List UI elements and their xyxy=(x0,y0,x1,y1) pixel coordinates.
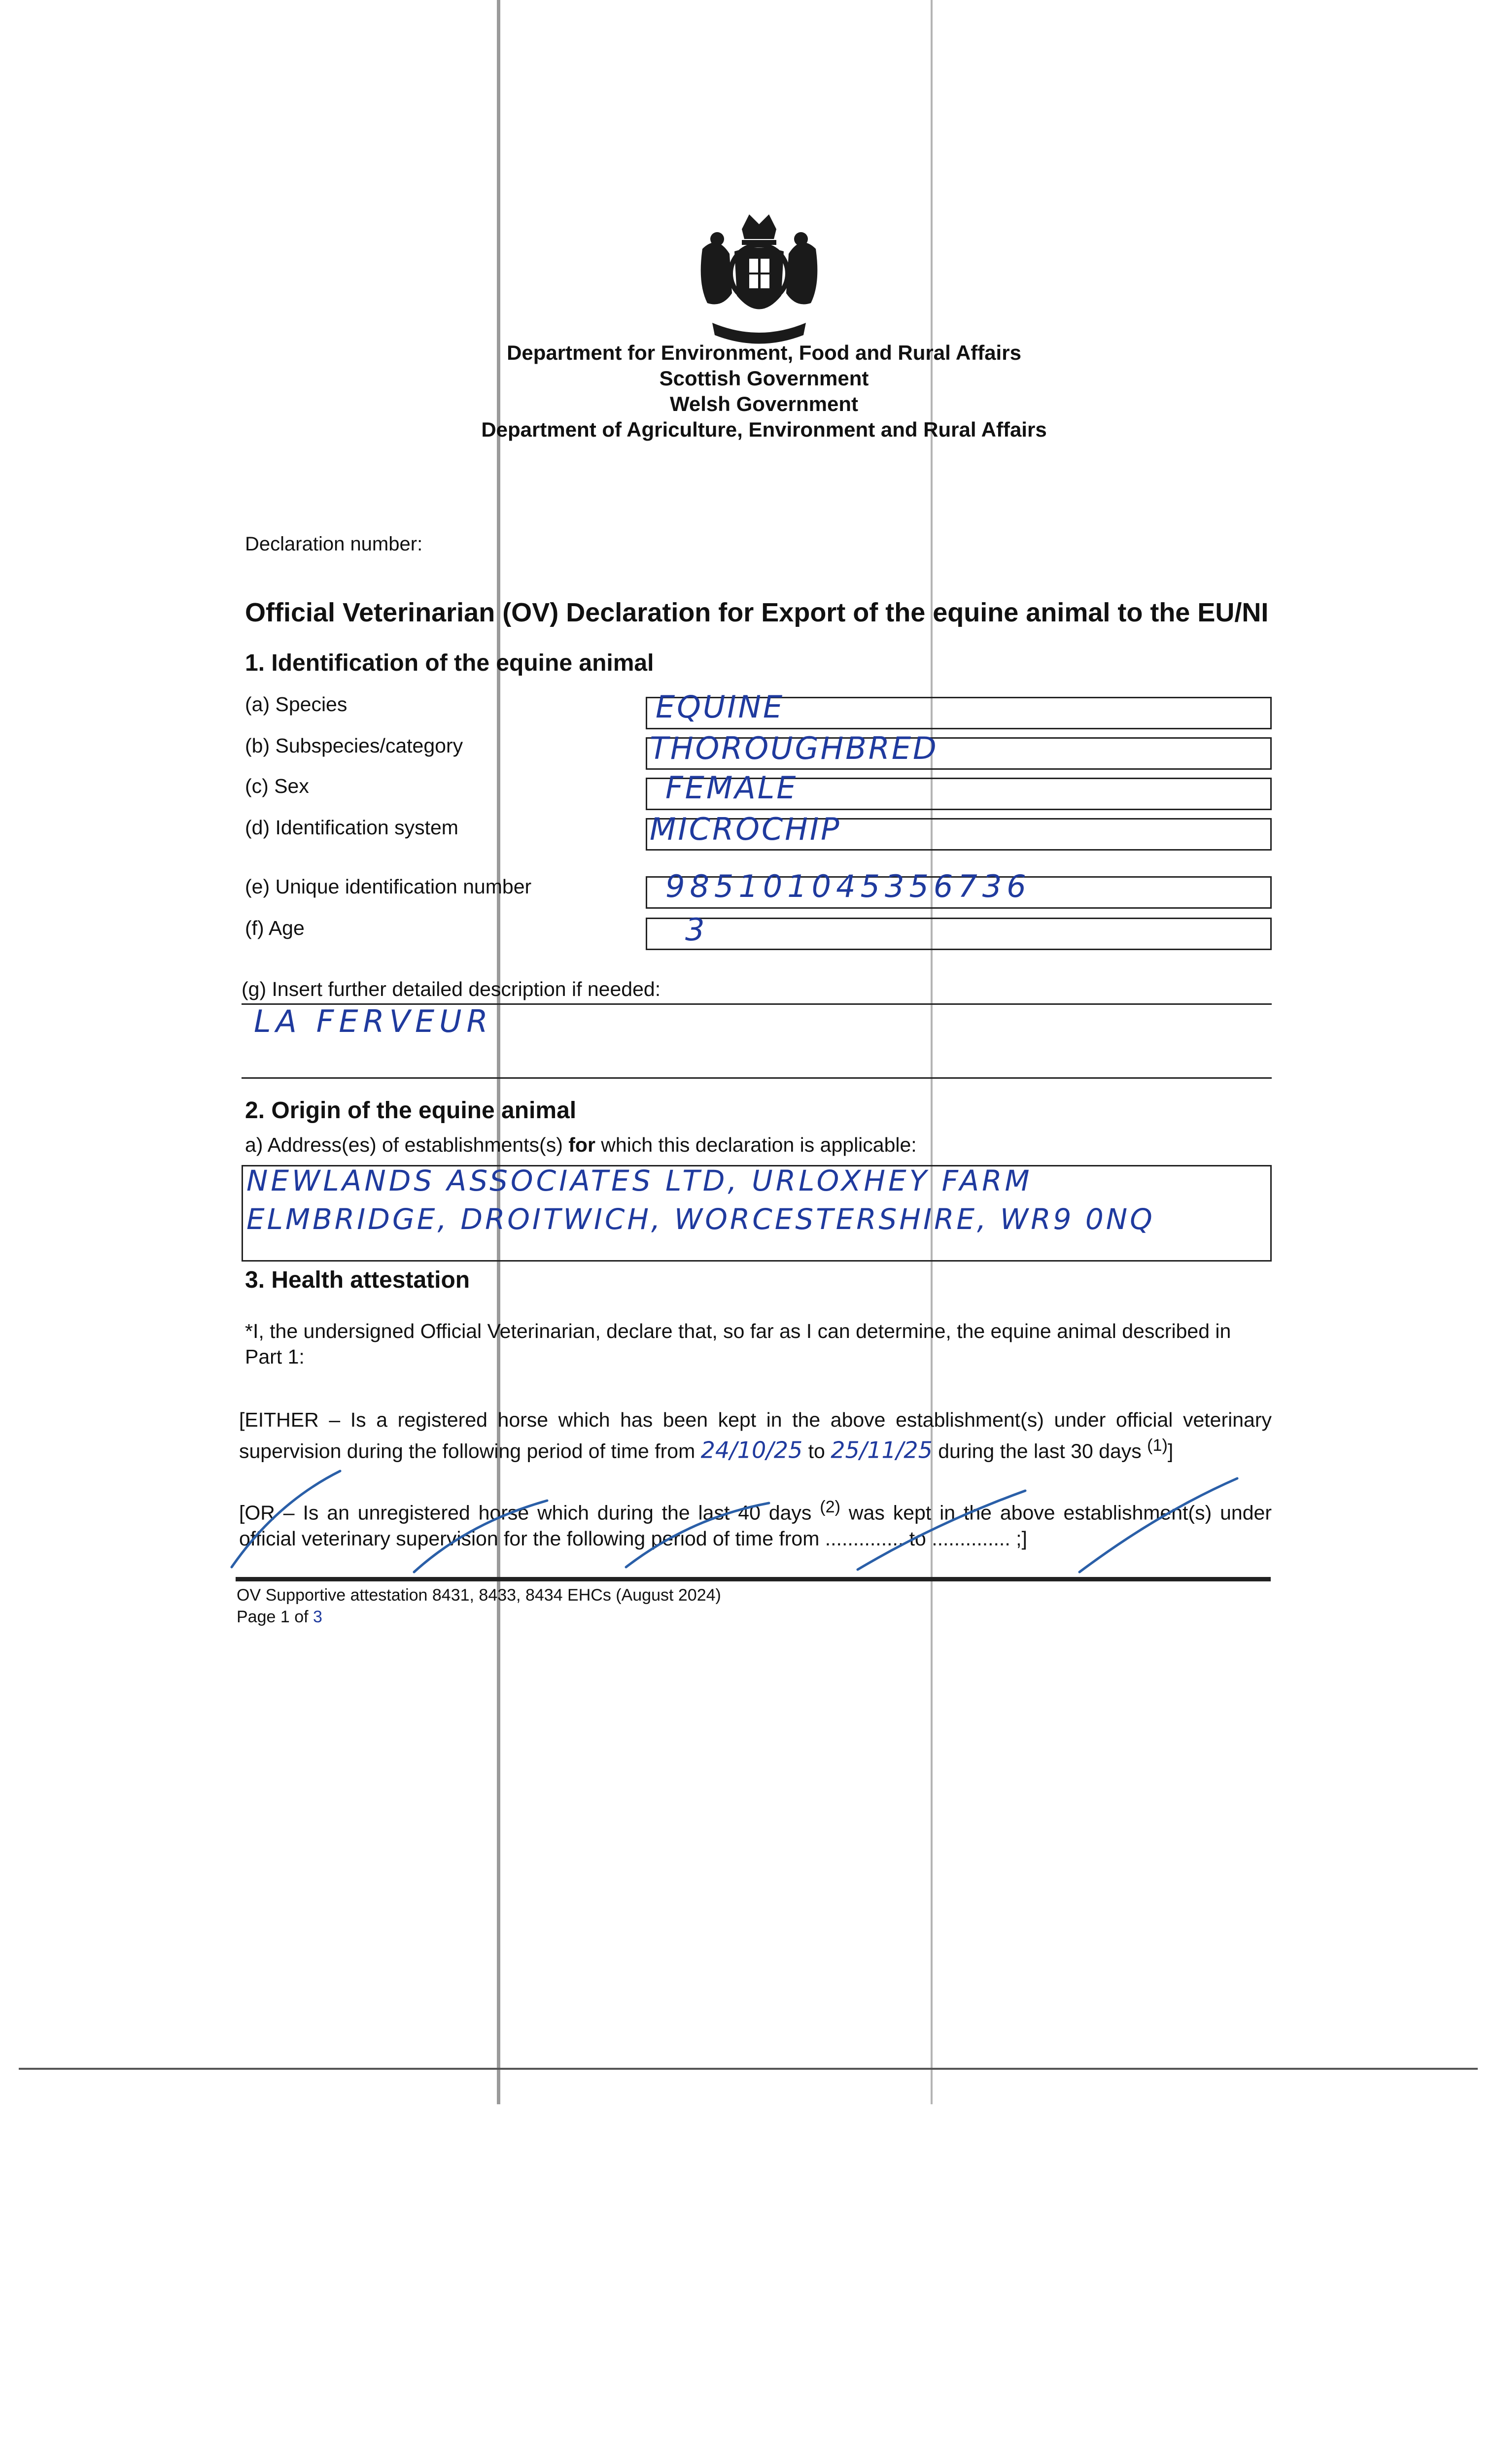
species-label: (a) Species xyxy=(245,693,348,716)
age-field[interactable] xyxy=(646,918,1272,950)
divider xyxy=(242,1077,1272,1079)
subspecies-value: THOROUGHBRED xyxy=(650,730,939,766)
uid-label: (e) Unique identification number xyxy=(245,875,532,898)
either-to-date: 25/11/25 xyxy=(831,1437,933,1464)
or-clause: [OR – Is an unregistered horse which during the last 40 days $^{(2)}$ was kept in the above establishment(s) under official veterinary supervision for the following period of time from .............. to .............. ;] xyxy=(239,1498,1272,1550)
page-title: Official Veterinarian (OV) Declaration for Export of the equine animal to the EU/NI xyxy=(245,598,1269,627)
address-line2: ELMBRIDGE, DROITWICH, WORCESTERSHIRE, WR9 0NQ xyxy=(246,1202,1155,1236)
address-label: a) Address(es) of establishments(s) for which this declaration is applicable: xyxy=(245,1133,917,1156)
scan-artifact-line xyxy=(931,0,933,2104)
agency-daera: Department of Agriculture, Environment and Rural Affairs xyxy=(481,418,1047,441)
declaration-number-label: Declaration number: xyxy=(245,533,423,555)
address-line1: NEWLANDS ASSOCIATES LTD, URLOXHEY FARM xyxy=(246,1164,1033,1198)
age-label: (f) Age xyxy=(245,917,305,939)
further-description-value: LA FERVEUR xyxy=(254,1003,493,1039)
section1-heading: 1. Identification of the equine animal xyxy=(245,650,654,676)
id-system-label: (d) Identification system xyxy=(245,816,458,839)
either-clause: [EITHER – Is a registered horse which has been kept in the above establishment(s) under official veterinary supervision during the following period of time from 24/10/25 to 25/11/25 during the last 30 days $^{(1)}$] xyxy=(239,1408,1272,1464)
royal-coat-of-arms-icon xyxy=(683,209,835,352)
subspecies-label: (b) Subspecies/category xyxy=(245,734,463,757)
further-description-label: (g) Insert further detailed description if needed: xyxy=(242,978,661,1000)
either-from-date: 24/10/25 xyxy=(700,1437,803,1464)
section3-heading: 3. Health attestation xyxy=(245,1267,470,1293)
scan-artifact-line xyxy=(497,0,500,2104)
footer-reference: OV Supportive attestation 8431, 8433, 8434 EHCs (August 2024) xyxy=(237,1586,721,1605)
sex-label: (c) Sex xyxy=(245,775,309,797)
page-number: Page 1 of 3 xyxy=(237,1608,322,1626)
attestation-intro: *I, the undersigned Official Veterinarian, declare that, so far as I can determine, the equine animal described in Part 1: xyxy=(245,1320,1231,1368)
age-value: 3 xyxy=(685,912,707,948)
species-value: EQUINE xyxy=(656,689,785,725)
footer-divider xyxy=(236,1577,1271,1581)
agencies-header xyxy=(444,340,1084,443)
section2-heading: 2. Origin of the equine animal xyxy=(245,1097,577,1124)
uid-value: 985101045356736 xyxy=(665,868,1031,904)
agency-welsh-gov: Welsh Government xyxy=(670,392,858,415)
scan-edge-line xyxy=(19,2068,1478,2070)
agency-scottish-gov: Scottish Government xyxy=(659,367,869,390)
agency-defra: Department for Environment, Food and Rural Affairs xyxy=(507,341,1021,364)
sex-value: FEMALE xyxy=(665,770,798,806)
id-system-value: MICROCHIP xyxy=(650,811,841,847)
